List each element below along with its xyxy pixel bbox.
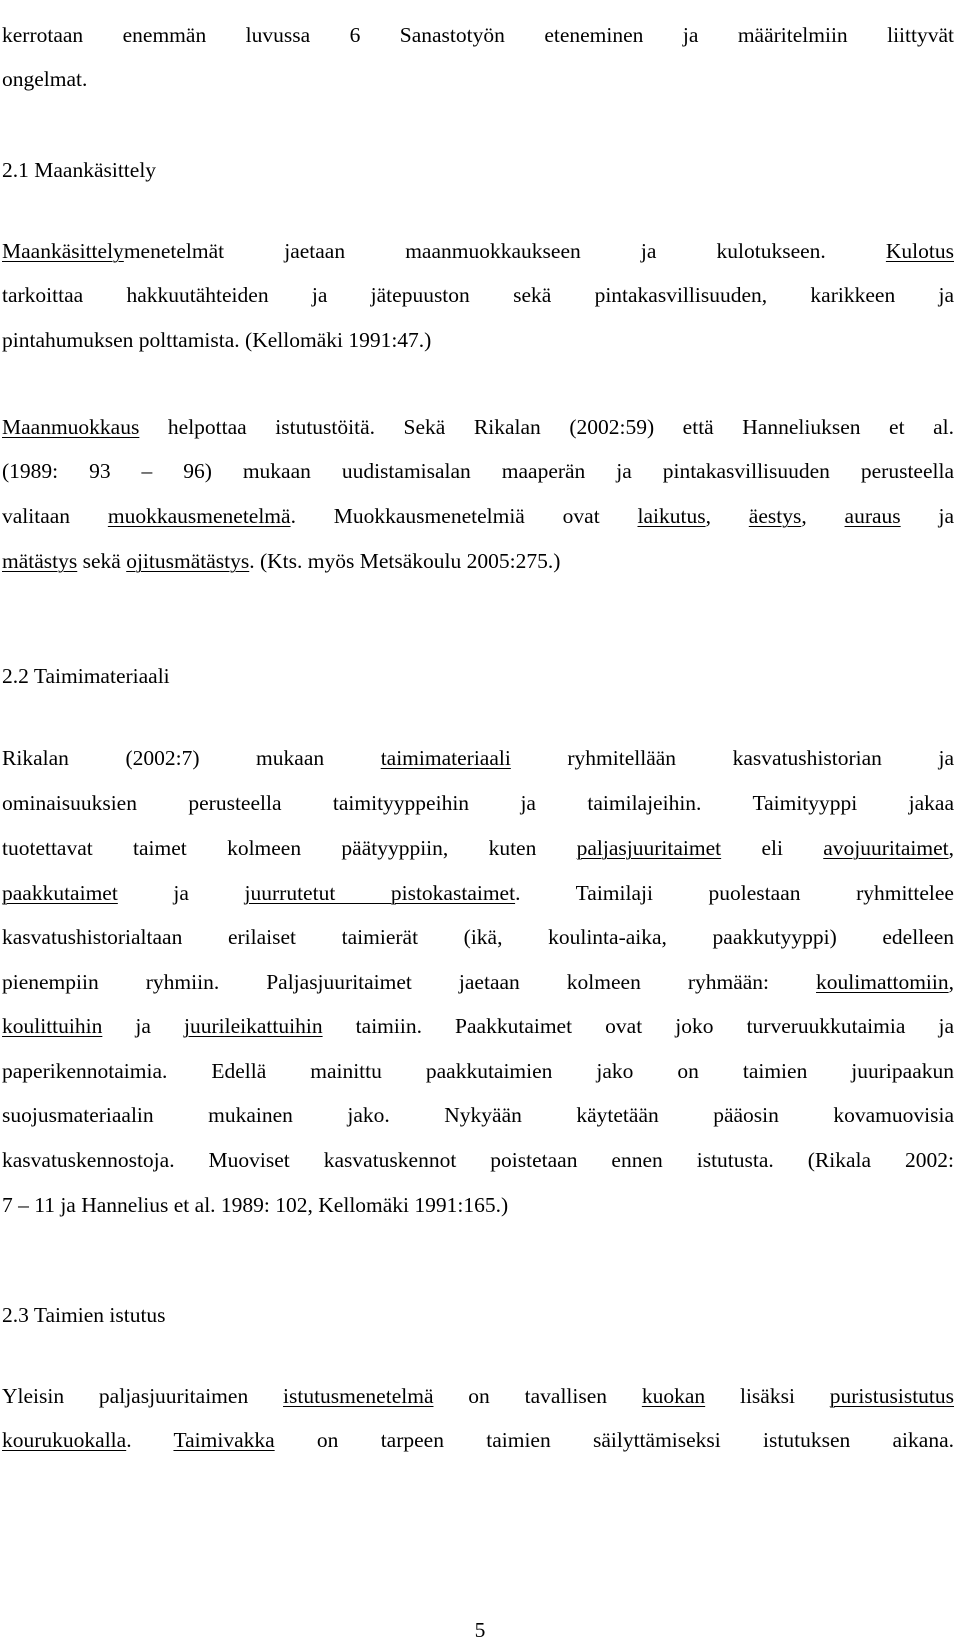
text-segment: ryhmitellään kasvatushistorian ja xyxy=(510,746,954,770)
text-segment: suojusmateriaalin mukainen jako. Nykyään käytetään pääosin kovamuovisia xyxy=(2,1103,954,1127)
text-segment: ominaisuuksien perusteella taimityyppeihin ja taimilajeihin. Taimityyppi jakaa xyxy=(2,791,954,815)
underlined-term: juurileikattuihin xyxy=(184,1014,323,1038)
text-line xyxy=(2,922,954,952)
text-segment: ongelmat. xyxy=(2,67,88,91)
text-segment: 2.3 Taimien istutus xyxy=(2,1303,166,1327)
text-segment: menetelmät jaetaan maanmuokkaukseen ja kulotukseen. xyxy=(123,239,886,263)
text-segment: ja xyxy=(900,504,955,528)
underlined-term: koulittuihin xyxy=(2,1014,103,1038)
underlined-term: Kulotus xyxy=(885,239,954,263)
text-segment: pintahumuksen polttamista. (Kellomäki 1991:47.) xyxy=(2,328,432,352)
underlined-term: Maanmuokkaus xyxy=(2,415,140,439)
text-segment: pienempiin ryhmiin. Paljasjuuritaimet jaetaan kolmeen ryhmään: xyxy=(2,970,817,994)
text-segment: , xyxy=(948,970,954,994)
underlined-term: koulimattomiin xyxy=(816,970,949,994)
text-segment: kasvatuskennostoja. Muoviset kasvatuskennot poistetaan ennen istutusta. (Rikala 2002: xyxy=(2,1148,954,1172)
underlined-term: puristusistutus xyxy=(829,1384,955,1408)
section-heading xyxy=(2,661,954,691)
text-segment: ja xyxy=(117,881,245,905)
text-segment: (1989: 93 – 96) mukaan uudistamisalan maaperän ja pintakasvillisuuden perusteella xyxy=(2,459,954,483)
text-segment: tuotettavat taimet kolmeen päätyyppiin, kuten xyxy=(2,836,577,860)
text-segment: , xyxy=(948,836,954,860)
underlined-term: mätästys xyxy=(2,549,78,573)
underlined-term: kuokan xyxy=(641,1384,706,1408)
text-line xyxy=(2,833,954,863)
text-segment: ja xyxy=(102,1014,185,1038)
underlined-term: avojuuritaimet xyxy=(823,836,949,860)
text-segment: valitaan xyxy=(2,504,108,528)
text-line xyxy=(2,236,954,266)
text-segment: eli xyxy=(721,836,824,860)
text-segment: paperikennotaimia. Edellä mainittu paakkutaimien jako on taimien juuripaakun xyxy=(2,1059,954,1083)
text-segment: tarkoittaa hakkuutähteiden ja jätepuuston sekä pintakasvillisuuden, karikkeen ja xyxy=(2,283,954,307)
underlined-term: muokkausmenetelmä xyxy=(107,504,291,528)
underlined-term: kourukuokalla xyxy=(2,1428,127,1452)
text-line xyxy=(2,325,954,355)
text-segment: . xyxy=(126,1428,174,1452)
text-segment: , xyxy=(705,504,749,528)
underlined-term: istutusmenetelmä xyxy=(283,1384,434,1408)
text-line xyxy=(2,280,954,310)
text-line xyxy=(2,967,954,997)
text-segment: kasvatushistorialtaan erilaiset taimierät (ikä, koulinta-aika, paakkutyyppi) edelleen xyxy=(2,925,954,949)
text-line xyxy=(2,788,954,818)
text-segment: sekä xyxy=(77,549,127,573)
text-segment: Rikalan (2002:7) mukaan xyxy=(2,746,381,770)
text-segment: Yleisin paljasjuuritaimen xyxy=(2,1384,284,1408)
section-heading xyxy=(2,1300,954,1330)
underlined-term: paakkutaimet xyxy=(2,881,118,905)
underlined-term: Maankäsittely xyxy=(2,239,124,263)
underlined-term: ojitusmätästys xyxy=(126,549,250,573)
text-line xyxy=(2,64,954,94)
text-line xyxy=(2,1381,954,1411)
text-segment: , xyxy=(801,504,845,528)
text-line xyxy=(2,412,954,442)
text-segment: taimiin. Paakkutaimet ovat joko turveruukkutaimia ja xyxy=(322,1014,954,1038)
text-line xyxy=(2,1190,954,1220)
page-number: 5 xyxy=(474,1618,486,1642)
text-segment: 2.2 Taimimateriaali xyxy=(2,664,170,688)
text-line xyxy=(2,546,954,576)
underlined-term: Taimivakka xyxy=(173,1428,275,1452)
text-line xyxy=(2,501,954,531)
text-segment: helpottaa istutustöitä. Sekä Rikalan (2002:59) että Hanneliuksen et al. xyxy=(139,415,954,439)
text-line xyxy=(2,1425,954,1455)
text-line xyxy=(2,1145,954,1175)
underlined-term: paljasjuuritaimet xyxy=(576,836,722,860)
text-segment: on tavallisen xyxy=(433,1384,642,1408)
text-segment: . Taimilaji puolestaan ryhmittelee xyxy=(515,881,954,905)
section-heading xyxy=(2,155,954,185)
text-segment: kerrotaan enemmän luvussa 6 Sanastotyön eteneminen ja määritelmiin liittyvät xyxy=(2,23,954,47)
underlined-term: juurrutetut pistokastaimet xyxy=(244,881,516,905)
text-segment: lisäksi xyxy=(705,1384,830,1408)
text-line xyxy=(2,456,954,486)
underlined-term: äestys xyxy=(748,504,802,528)
underlined-term: taimimateriaali xyxy=(380,746,511,770)
text-segment: 2.1 Maankäsittely xyxy=(2,158,157,182)
text-segment: on tarpeen taimien säilyttämiseksi istutuksen aikana. xyxy=(274,1428,954,1452)
underlined-term: auraus xyxy=(844,504,901,528)
text-segment: . (Kts. myös Metsäkoulu 2005:275.) xyxy=(249,549,561,573)
text-segment: 7 – 11 ja Hannelius et al. 1989: 102, Kellomäki 1991:165.) xyxy=(2,1193,509,1217)
text-line xyxy=(2,1100,954,1130)
text-line xyxy=(2,743,954,773)
text-segment: . Muokkausmenetelmiä ovat xyxy=(290,504,638,528)
text-line xyxy=(2,1011,954,1041)
text-line xyxy=(2,878,954,908)
underlined-term: laikutus xyxy=(637,504,706,528)
text-line xyxy=(2,1056,954,1086)
text-line xyxy=(2,20,954,50)
